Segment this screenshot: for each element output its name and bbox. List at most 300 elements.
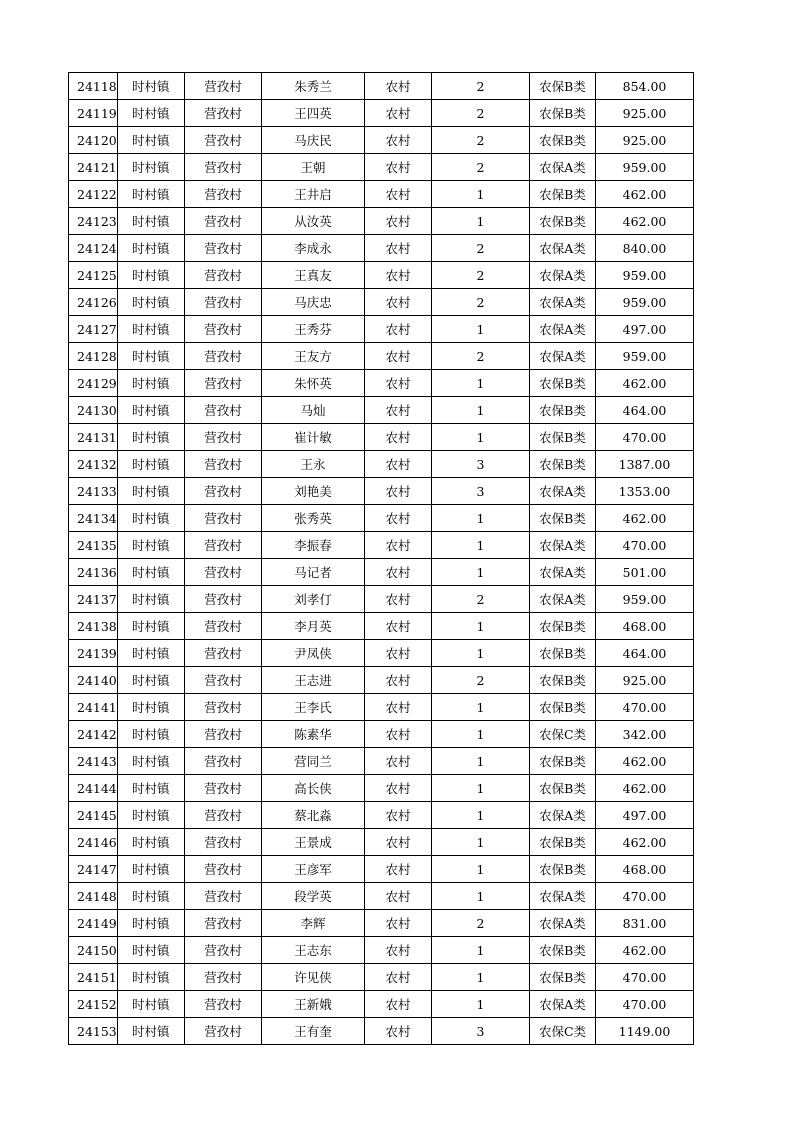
amount-cell: 470.00 <box>596 532 694 559</box>
record-id-cell: 24147 <box>69 856 118 883</box>
amount-cell: 959.00 <box>596 262 694 289</box>
family-size-cell: 1 <box>432 424 530 451</box>
village-cell: 营孜村 <box>185 613 262 640</box>
table-row <box>69 802 694 829</box>
record-id-cell: 24122 <box>69 181 118 208</box>
person-name-cell: 从汝英 <box>262 208 365 235</box>
insurance-category-cell: 农保B类 <box>530 451 596 478</box>
amount-cell: 462.00 <box>596 775 694 802</box>
amount-cell: 470.00 <box>596 694 694 721</box>
amount-cell: 462.00 <box>596 208 694 235</box>
town-cell: 时村镇 <box>118 181 185 208</box>
table-row <box>69 505 694 532</box>
household-type-cell: 农村 <box>365 235 432 262</box>
household-type-cell: 农村 <box>365 478 432 505</box>
family-size-cell: 1 <box>432 559 530 586</box>
table-body <box>69 73 694 1045</box>
amount-cell: 462.00 <box>596 937 694 964</box>
town-cell: 时村镇 <box>118 910 185 937</box>
town-cell: 时村镇 <box>118 370 185 397</box>
insurance-category-cell: 农保B类 <box>530 397 596 424</box>
person-name-cell: 王真友 <box>262 262 365 289</box>
record-id-cell: 24153 <box>69 1018 118 1045</box>
town-cell: 时村镇 <box>118 154 185 181</box>
town-cell: 时村镇 <box>118 397 185 424</box>
table-row <box>69 100 694 127</box>
town-cell: 时村镇 <box>118 505 185 532</box>
record-id-cell: 24119 <box>69 100 118 127</box>
town-cell: 时村镇 <box>118 964 185 991</box>
family-size-cell: 1 <box>432 532 530 559</box>
village-cell: 营孜村 <box>185 775 262 802</box>
town-cell: 时村镇 <box>118 289 185 316</box>
village-cell: 营孜村 <box>185 208 262 235</box>
amount-cell: 470.00 <box>596 883 694 910</box>
amount-cell: 840.00 <box>596 235 694 262</box>
person-name-cell: 李成永 <box>262 235 365 262</box>
person-name-cell: 李辉 <box>262 910 365 937</box>
record-id-cell: 24129 <box>69 370 118 397</box>
insurance-category-cell: 农保B类 <box>530 181 596 208</box>
insurance-category-cell: 农保B类 <box>530 964 596 991</box>
household-type-cell: 农村 <box>365 127 432 154</box>
record-id-cell: 24148 <box>69 883 118 910</box>
amount-cell: 959.00 <box>596 586 694 613</box>
family-size-cell: 1 <box>432 964 530 991</box>
amount-cell: 959.00 <box>596 289 694 316</box>
amount-cell: 468.00 <box>596 613 694 640</box>
table-row <box>69 910 694 937</box>
insurance-category-cell: 农保B类 <box>530 505 596 532</box>
amount-cell: 925.00 <box>596 100 694 127</box>
record-id-cell: 24151 <box>69 964 118 991</box>
family-size-cell: 1 <box>432 640 530 667</box>
town-cell: 时村镇 <box>118 937 185 964</box>
town-cell: 时村镇 <box>118 748 185 775</box>
village-cell: 营孜村 <box>185 802 262 829</box>
insurance-category-cell: 农保B类 <box>530 73 596 100</box>
amount-cell: 470.00 <box>596 424 694 451</box>
family-size-cell: 3 <box>432 1018 530 1045</box>
insurance-category-cell: 农保A类 <box>530 343 596 370</box>
record-id-cell: 24130 <box>69 397 118 424</box>
household-type-cell: 农村 <box>365 532 432 559</box>
insurance-category-cell: 农保A类 <box>530 262 596 289</box>
family-size-cell: 1 <box>432 181 530 208</box>
record-id-cell: 24144 <box>69 775 118 802</box>
village-cell: 营孜村 <box>185 370 262 397</box>
person-name-cell: 王友方 <box>262 343 365 370</box>
amount-cell: 462.00 <box>596 829 694 856</box>
record-id-cell: 24134 <box>69 505 118 532</box>
table-row <box>69 262 694 289</box>
town-cell: 时村镇 <box>118 343 185 370</box>
record-id-cell: 24139 <box>69 640 118 667</box>
town-cell: 时村镇 <box>118 235 185 262</box>
table-row <box>69 424 694 451</box>
household-type-cell: 农村 <box>365 505 432 532</box>
household-type-cell: 农村 <box>365 1018 432 1045</box>
town-cell: 时村镇 <box>118 802 185 829</box>
household-type-cell: 农村 <box>365 748 432 775</box>
village-cell: 营孜村 <box>185 289 262 316</box>
village-cell: 营孜村 <box>185 991 262 1018</box>
person-name-cell: 刘孝仃 <box>262 586 365 613</box>
family-size-cell: 2 <box>432 289 530 316</box>
family-size-cell: 1 <box>432 802 530 829</box>
person-name-cell: 王秀芬 <box>262 316 365 343</box>
insurance-category-cell: 农保A类 <box>530 154 596 181</box>
person-name-cell: 王有奎 <box>262 1018 365 1045</box>
household-type-cell: 农村 <box>365 910 432 937</box>
insurance-category-cell: 农保A类 <box>530 235 596 262</box>
table-row <box>69 721 694 748</box>
table-row <box>69 937 694 964</box>
table-row <box>69 748 694 775</box>
record-id-cell: 24146 <box>69 829 118 856</box>
household-type-cell: 农村 <box>365 775 432 802</box>
amount-cell: 470.00 <box>596 964 694 991</box>
amount-cell: 959.00 <box>596 343 694 370</box>
town-cell: 时村镇 <box>118 829 185 856</box>
household-type-cell: 农村 <box>365 856 432 883</box>
family-size-cell: 2 <box>432 235 530 262</box>
household-type-cell: 农村 <box>365 640 432 667</box>
record-id-cell: 24150 <box>69 937 118 964</box>
record-id-cell: 24124 <box>69 235 118 262</box>
record-id-cell: 24133 <box>69 478 118 505</box>
insurance-category-cell: 农保C类 <box>530 1018 596 1045</box>
village-cell: 营孜村 <box>185 721 262 748</box>
family-size-cell: 1 <box>432 883 530 910</box>
family-size-cell: 1 <box>432 829 530 856</box>
amount-cell: 470.00 <box>596 991 694 1018</box>
record-id-cell: 24121 <box>69 154 118 181</box>
insurance-category-cell: 农保B类 <box>530 937 596 964</box>
town-cell: 时村镇 <box>118 640 185 667</box>
town-cell: 时村镇 <box>118 73 185 100</box>
town-cell: 时村镇 <box>118 532 185 559</box>
household-type-cell: 农村 <box>365 154 432 181</box>
insurance-category-cell: 农保A类 <box>530 883 596 910</box>
family-size-cell: 1 <box>432 856 530 883</box>
amount-cell: 342.00 <box>596 721 694 748</box>
insurance-category-cell: 农保B类 <box>530 424 596 451</box>
village-cell: 营孜村 <box>185 937 262 964</box>
person-name-cell: 马记者 <box>262 559 365 586</box>
insurance-category-cell: 农保A类 <box>530 991 596 1018</box>
village-cell: 营孜村 <box>185 559 262 586</box>
family-size-cell: 2 <box>432 343 530 370</box>
household-type-cell: 农村 <box>365 559 432 586</box>
record-id-cell: 24142 <box>69 721 118 748</box>
person-name-cell: 王李氏 <box>262 694 365 721</box>
person-name-cell: 营同兰 <box>262 748 365 775</box>
insurance-category-cell: 农保A类 <box>530 802 596 829</box>
record-id-cell: 24143 <box>69 748 118 775</box>
town-cell: 时村镇 <box>118 586 185 613</box>
household-type-cell: 农村 <box>365 100 432 127</box>
person-name-cell: 王永 <box>262 451 365 478</box>
village-cell: 营孜村 <box>185 586 262 613</box>
household-type-cell: 农村 <box>365 289 432 316</box>
table-row <box>69 478 694 505</box>
person-name-cell: 王彦军 <box>262 856 365 883</box>
person-name-cell: 崔计敏 <box>262 424 365 451</box>
table-row <box>69 694 694 721</box>
village-cell: 营孜村 <box>185 154 262 181</box>
family-size-cell: 2 <box>432 127 530 154</box>
village-cell: 营孜村 <box>185 910 262 937</box>
town-cell: 时村镇 <box>118 478 185 505</box>
household-type-cell: 农村 <box>365 181 432 208</box>
table-row <box>69 154 694 181</box>
town-cell: 时村镇 <box>118 100 185 127</box>
record-id-cell: 24141 <box>69 694 118 721</box>
record-id-cell: 24127 <box>69 316 118 343</box>
record-id-cell: 24135 <box>69 532 118 559</box>
insurance-category-cell: 农保A类 <box>530 478 596 505</box>
household-type-cell: 农村 <box>365 667 432 694</box>
table-row <box>69 640 694 667</box>
town-cell: 时村镇 <box>118 991 185 1018</box>
insurance-category-cell: 农保B类 <box>530 829 596 856</box>
village-cell: 营孜村 <box>185 181 262 208</box>
family-size-cell: 1 <box>432 694 530 721</box>
table-row <box>69 1018 694 1045</box>
person-name-cell: 马灿 <box>262 397 365 424</box>
household-type-cell: 农村 <box>365 991 432 1018</box>
family-size-cell: 2 <box>432 73 530 100</box>
family-size-cell: 2 <box>432 154 530 181</box>
household-type-cell: 农村 <box>365 802 432 829</box>
amount-cell: 468.00 <box>596 856 694 883</box>
table-row <box>69 370 694 397</box>
person-name-cell: 蔡北淼 <box>262 802 365 829</box>
table-row <box>69 235 694 262</box>
household-type-cell: 农村 <box>365 208 432 235</box>
record-id-cell: 24138 <box>69 613 118 640</box>
amount-cell: 831.00 <box>596 910 694 937</box>
insurance-category-cell: 农保B类 <box>530 667 596 694</box>
insurance-category-cell: 农保B类 <box>530 856 596 883</box>
insurance-category-cell: 农保A类 <box>530 559 596 586</box>
village-cell: 营孜村 <box>185 856 262 883</box>
table-row <box>69 775 694 802</box>
village-cell: 营孜村 <box>185 667 262 694</box>
person-name-cell: 王四英 <box>262 100 365 127</box>
person-name-cell: 许见侠 <box>262 964 365 991</box>
record-id-cell: 24136 <box>69 559 118 586</box>
insurance-category-cell: 农保B类 <box>530 613 596 640</box>
person-name-cell: 李月英 <box>262 613 365 640</box>
household-type-cell: 农村 <box>365 586 432 613</box>
insurance-category-cell: 农保B类 <box>530 208 596 235</box>
family-size-cell: 1 <box>432 721 530 748</box>
amount-cell: 464.00 <box>596 397 694 424</box>
village-cell: 营孜村 <box>185 694 262 721</box>
insurance-category-cell: 农保B类 <box>530 370 596 397</box>
table-row <box>69 316 694 343</box>
person-name-cell: 高长侠 <box>262 775 365 802</box>
family-size-cell: 2 <box>432 262 530 289</box>
record-id-cell: 24131 <box>69 424 118 451</box>
household-type-cell: 农村 <box>365 316 432 343</box>
table-row <box>69 991 694 1018</box>
insurance-category-cell: 农保A类 <box>530 586 596 613</box>
record-id-cell: 24123 <box>69 208 118 235</box>
insurance-category-cell: 农保A类 <box>530 316 596 343</box>
amount-cell: 497.00 <box>596 316 694 343</box>
family-size-cell: 2 <box>432 586 530 613</box>
person-name-cell: 朱秀兰 <box>262 73 365 100</box>
insurance-category-cell: 农保B类 <box>530 100 596 127</box>
village-cell: 营孜村 <box>185 748 262 775</box>
town-cell: 时村镇 <box>118 451 185 478</box>
table-row <box>69 127 694 154</box>
town-cell: 时村镇 <box>118 424 185 451</box>
household-type-cell: 农村 <box>365 613 432 640</box>
village-cell: 营孜村 <box>185 532 262 559</box>
table-row <box>69 208 694 235</box>
table-row <box>69 343 694 370</box>
town-cell: 时村镇 <box>118 694 185 721</box>
table-row <box>69 397 694 424</box>
table-row <box>69 856 694 883</box>
amount-cell: 959.00 <box>596 154 694 181</box>
insurance-category-cell: 农保A类 <box>530 532 596 559</box>
table-row <box>69 289 694 316</box>
person-name-cell: 马庆忠 <box>262 289 365 316</box>
household-type-cell: 农村 <box>365 424 432 451</box>
amount-cell: 925.00 <box>596 127 694 154</box>
family-size-cell: 1 <box>432 370 530 397</box>
family-size-cell: 2 <box>432 667 530 694</box>
village-cell: 营孜村 <box>185 316 262 343</box>
table-row <box>69 883 694 910</box>
village-cell: 营孜村 <box>185 424 262 451</box>
person-name-cell: 王朝 <box>262 154 365 181</box>
household-type-cell: 农村 <box>365 964 432 991</box>
amount-cell: 462.00 <box>596 370 694 397</box>
data-table <box>68 72 694 1045</box>
person-name-cell: 朱怀英 <box>262 370 365 397</box>
household-type-cell: 农村 <box>365 694 432 721</box>
family-size-cell: 3 <box>432 478 530 505</box>
village-cell: 营孜村 <box>185 451 262 478</box>
amount-cell: 1387.00 <box>596 451 694 478</box>
record-id-cell: 24145 <box>69 802 118 829</box>
person-name-cell: 王新娥 <box>262 991 365 1018</box>
insurance-category-cell: 农保B类 <box>530 694 596 721</box>
person-name-cell: 尹凤侠 <box>262 640 365 667</box>
household-type-cell: 农村 <box>365 721 432 748</box>
village-cell: 营孜村 <box>185 829 262 856</box>
record-id-cell: 24137 <box>69 586 118 613</box>
table-row <box>69 667 694 694</box>
person-name-cell: 李振春 <box>262 532 365 559</box>
person-name-cell: 刘艳美 <box>262 478 365 505</box>
person-name-cell: 陈素华 <box>262 721 365 748</box>
town-cell: 时村镇 <box>118 262 185 289</box>
village-cell: 营孜村 <box>185 1018 262 1045</box>
table-row <box>69 451 694 478</box>
insurance-category-cell: 农保B类 <box>530 775 596 802</box>
family-size-cell: 1 <box>432 748 530 775</box>
amount-cell: 925.00 <box>596 667 694 694</box>
household-type-cell: 农村 <box>365 262 432 289</box>
table-row <box>69 532 694 559</box>
town-cell: 时村镇 <box>118 856 185 883</box>
record-id-cell: 24120 <box>69 127 118 154</box>
record-id-cell: 24149 <box>69 910 118 937</box>
town-cell: 时村镇 <box>118 721 185 748</box>
amount-cell: 501.00 <box>596 559 694 586</box>
household-type-cell: 农村 <box>365 370 432 397</box>
record-id-cell: 24126 <box>69 289 118 316</box>
household-type-cell: 农村 <box>365 73 432 100</box>
table-row <box>69 559 694 586</box>
record-id-cell: 24152 <box>69 991 118 1018</box>
village-cell: 营孜村 <box>185 397 262 424</box>
village-cell: 营孜村 <box>185 127 262 154</box>
family-size-cell: 1 <box>432 316 530 343</box>
person-name-cell: 王井启 <box>262 181 365 208</box>
family-size-cell: 1 <box>432 208 530 235</box>
amount-cell: 464.00 <box>596 640 694 667</box>
table-row <box>69 181 694 208</box>
amount-cell: 854.00 <box>596 73 694 100</box>
family-size-cell: 1 <box>432 991 530 1018</box>
record-id-cell: 24118 <box>69 73 118 100</box>
person-name-cell: 马庆民 <box>262 127 365 154</box>
village-cell: 营孜村 <box>185 883 262 910</box>
person-name-cell: 王志东 <box>262 937 365 964</box>
amount-cell: 462.00 <box>596 181 694 208</box>
town-cell: 时村镇 <box>118 127 185 154</box>
person-name-cell: 王志进 <box>262 667 365 694</box>
family-size-cell: 3 <box>432 451 530 478</box>
town-cell: 时村镇 <box>118 667 185 694</box>
table-row <box>69 964 694 991</box>
town-cell: 时村镇 <box>118 613 185 640</box>
town-cell: 时村镇 <box>118 775 185 802</box>
amount-cell: 462.00 <box>596 505 694 532</box>
insurance-category-cell: 农保C类 <box>530 721 596 748</box>
town-cell: 时村镇 <box>118 208 185 235</box>
insurance-category-cell: 农保B类 <box>530 640 596 667</box>
record-id-cell: 24132 <box>69 451 118 478</box>
insurance-category-cell: 农保B类 <box>530 127 596 154</box>
town-cell: 时村镇 <box>118 559 185 586</box>
household-type-cell: 农村 <box>365 451 432 478</box>
amount-cell: 462.00 <box>596 748 694 775</box>
insurance-category-cell: 农保A类 <box>530 289 596 316</box>
household-type-cell: 农村 <box>365 397 432 424</box>
town-cell: 时村镇 <box>118 883 185 910</box>
village-cell: 营孜村 <box>185 100 262 127</box>
amount-cell: 1149.00 <box>596 1018 694 1045</box>
village-cell: 营孜村 <box>185 343 262 370</box>
table-row <box>69 829 694 856</box>
record-id-cell: 24140 <box>69 667 118 694</box>
village-cell: 营孜村 <box>185 73 262 100</box>
household-type-cell: 农村 <box>365 883 432 910</box>
person-name-cell: 张秀英 <box>262 505 365 532</box>
village-cell: 营孜村 <box>185 262 262 289</box>
family-size-cell: 2 <box>432 100 530 127</box>
table-row <box>69 613 694 640</box>
